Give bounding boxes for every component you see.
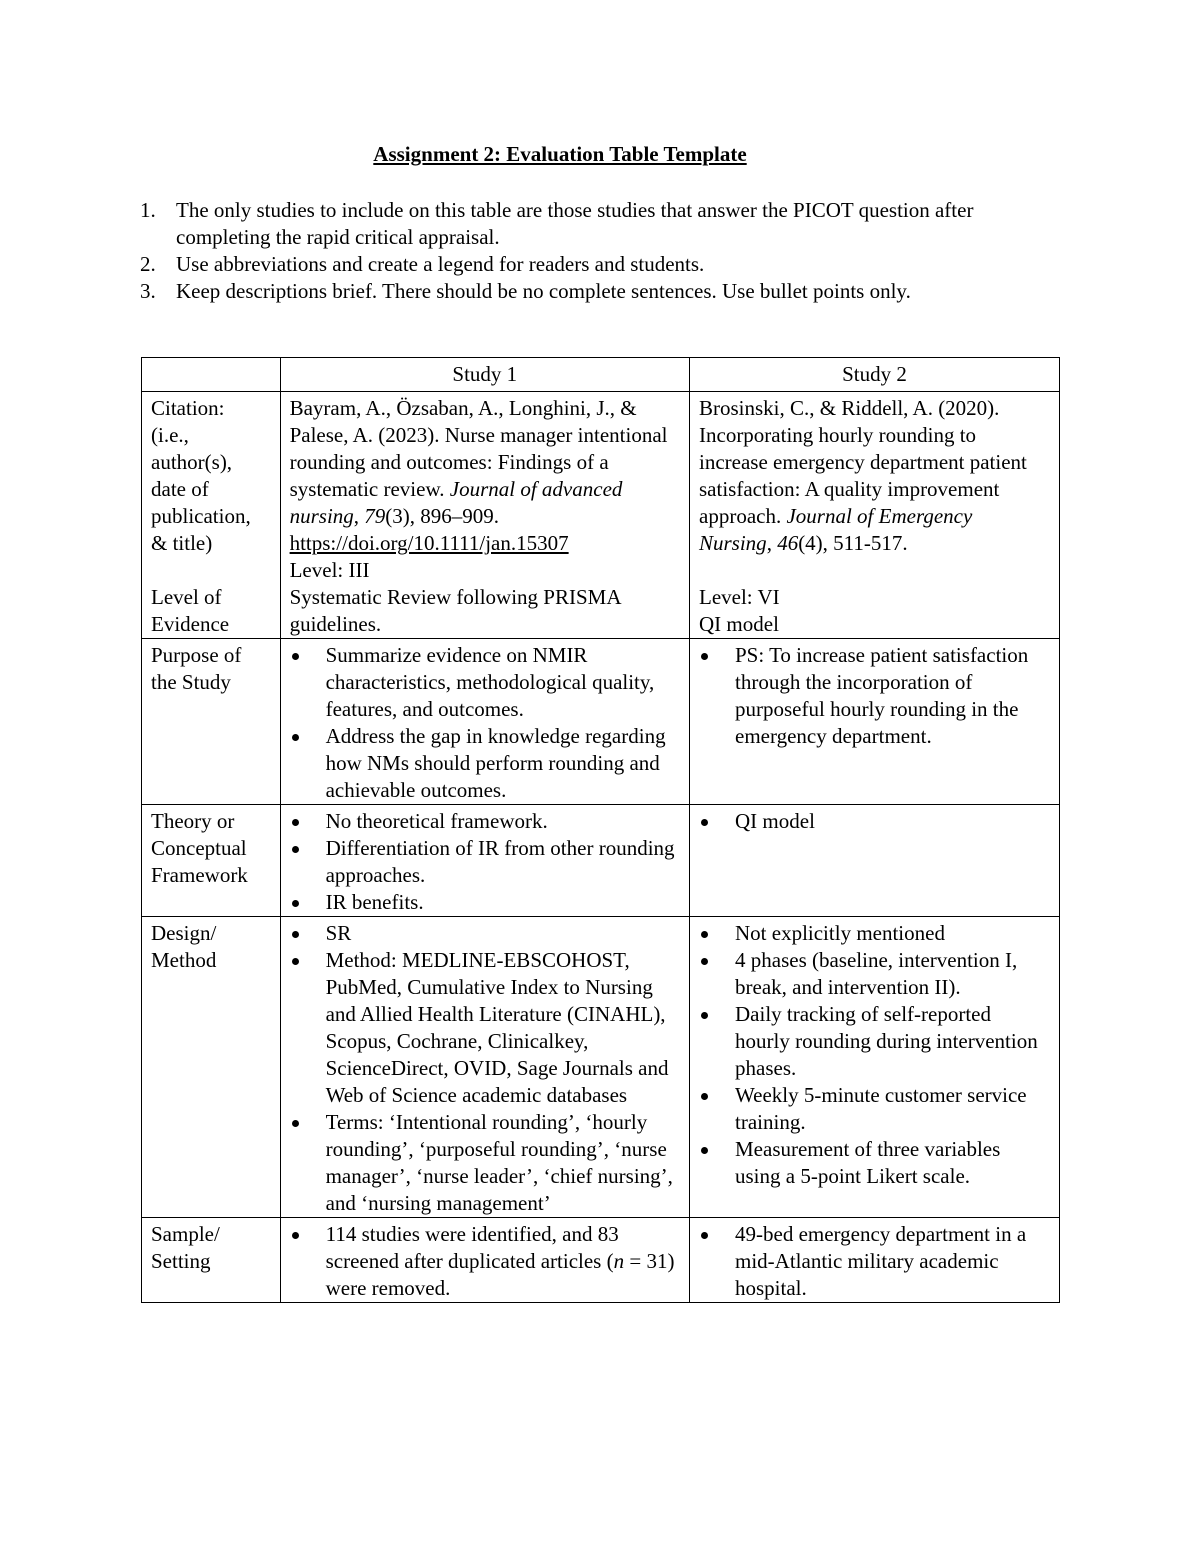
list-item bbox=[290, 1109, 680, 1217]
study2-design-list bbox=[699, 920, 1050, 1190]
list-item bbox=[699, 1001, 1050, 1082]
study2-citation-cell bbox=[690, 392, 1060, 639]
bullet-icon bbox=[701, 1012, 708, 1019]
list-item-text: QI model bbox=[735, 809, 815, 833]
study2-theory-cell bbox=[690, 805, 1060, 917]
header-study-2: Study 2 bbox=[690, 358, 1060, 392]
study1-sample-list bbox=[290, 1221, 680, 1302]
study2-design-cell bbox=[690, 917, 1060, 1218]
list-item-text-pre: 114 studies were identified, and 83 screened after duplicated articles ( bbox=[325, 1222, 619, 1273]
list-item bbox=[290, 1221, 680, 1302]
instruction-item bbox=[140, 278, 1040, 305]
study1-doi-link[interactable]: https://doi.org/10.1111/jan.15307 bbox=[289, 531, 569, 555]
study2-authors: Brosinski, C., & Riddell, A. (2020). Incorporating hourly rounding to increase emergency department patient satisfaction: A quality improvement approach. bbox=[699, 396, 1027, 528]
instruction-item bbox=[140, 197, 1040, 251]
bullet-icon bbox=[701, 1093, 708, 1100]
bullet-icon bbox=[292, 931, 299, 938]
bullet-icon bbox=[292, 819, 299, 826]
list-item-text: Address the gap in knowledge regarding how NMs should perform rounding and achievable outcomes. bbox=[325, 724, 666, 802]
list-item bbox=[290, 920, 680, 947]
study1-design-cell bbox=[280, 917, 689, 1218]
study2-issue-pages: (4), 511-517. bbox=[798, 531, 908, 555]
study1-volume: 79 bbox=[364, 504, 386, 528]
list-item bbox=[290, 835, 680, 889]
study2-journal: Journal of Emergency Nursing bbox=[699, 504, 973, 555]
table-row-design bbox=[142, 917, 1060, 1218]
list-item-text-post: = 31) were removed. bbox=[325, 1249, 675, 1300]
study2-theory-list bbox=[699, 808, 1050, 835]
study1-theory-cell bbox=[280, 805, 689, 917]
study2-sample-list bbox=[699, 1221, 1050, 1302]
list-item-text: Daily tracking of self-reported hourly rounding during intervention phases. bbox=[735, 1002, 1038, 1080]
list-item bbox=[290, 723, 680, 804]
row-label-purpose: Purpose of the Study bbox=[142, 639, 281, 805]
bullet-icon bbox=[701, 653, 708, 660]
study1-level: Level: III bbox=[289, 558, 370, 582]
study1-authors: Bayram, A., Özsaban, A., Longhini, J., & Palese, A. (2023). Nurse manager intentional rounding and outcomes: Findings of a systematic review. bbox=[289, 396, 668, 501]
study1-purpose-cell bbox=[280, 639, 689, 805]
study2-level: Level: VI bbox=[699, 585, 780, 609]
instruction-number: 3. bbox=[140, 279, 156, 303]
instruction-text: The only studies to include on this table are those studies that answer the PICOT question after completing the rapid critical appraisal. bbox=[176, 198, 974, 249]
study2-volume: 46 bbox=[777, 531, 799, 555]
study2-design: QI model bbox=[699, 612, 779, 636]
study1-sep: , bbox=[353, 504, 365, 528]
row-label-design: Design/ Method bbox=[142, 917, 281, 1218]
study2-sep: , bbox=[766, 531, 778, 555]
list-item bbox=[290, 642, 680, 723]
instruction-item bbox=[140, 251, 1040, 278]
list-item bbox=[699, 642, 1050, 750]
bullet-icon bbox=[292, 653, 299, 660]
bullet-icon bbox=[701, 931, 708, 938]
table-row-citation bbox=[142, 392, 1060, 639]
bullet-icon bbox=[292, 958, 299, 965]
bullet-icon bbox=[292, 846, 299, 853]
table-header-row bbox=[142, 358, 1060, 392]
bullet-icon bbox=[701, 819, 708, 826]
page-title: Assignment 2: Evaluation Table Template bbox=[373, 142, 747, 166]
list-item bbox=[699, 1221, 1050, 1302]
study1-theory-list bbox=[290, 808, 680, 916]
list-item bbox=[290, 889, 680, 916]
list-item-text: Method: MEDLINE-EBSCOHOST, PubMed, Cumulative Index to Nursing and Allied Health Literature (CINAHL), Scopus, Cochrane, Clinicalkey, ScienceDirect, OVID, Sage Journals and Web of Science academic databases bbox=[325, 948, 669, 1107]
study1-citation-cell bbox=[280, 392, 689, 639]
study2-purpose-cell bbox=[690, 639, 1060, 805]
instruction-number: 2. bbox=[140, 252, 156, 276]
list-item-text: 49-bed emergency department in a mid-Atlantic military academic hospital. bbox=[735, 1222, 1027, 1300]
bullet-icon bbox=[701, 958, 708, 965]
list-item-text: SR bbox=[325, 921, 352, 945]
row-label-level: Level of Evidence bbox=[151, 585, 230, 636]
list-item bbox=[290, 808, 680, 835]
spacer bbox=[699, 557, 1050, 584]
study1-sample-cell bbox=[280, 1218, 689, 1303]
list-item bbox=[290, 947, 680, 1109]
row-label-citation: Citation: (i.e., author(s), date of publication, & title) bbox=[151, 396, 251, 555]
list-item-text: PS: To increase patient satisfaction through the incorporation of purposeful hourly rounding in the emergency department. bbox=[735, 643, 1029, 748]
row-label-theory: Theory or Conceptual Framework bbox=[142, 805, 281, 917]
bullet-icon bbox=[292, 1232, 299, 1239]
header-empty-cell bbox=[142, 358, 281, 392]
table-row-purpose bbox=[142, 639, 1060, 805]
evaluation-table bbox=[141, 357, 1060, 1303]
list-item bbox=[699, 1082, 1050, 1136]
study1-journal: Journal of advanced nursing bbox=[289, 477, 623, 528]
study2-sample-cell bbox=[690, 1218, 1060, 1303]
instruction-text: Use abbreviations and create a legend for readers and students. bbox=[176, 252, 705, 276]
table-row-theory bbox=[142, 805, 1060, 917]
study1-purpose-list bbox=[290, 642, 680, 804]
list-item-text: Summarize evidence on NMIR characteristics, methodological quality, features, and outcomes. bbox=[325, 643, 655, 721]
list-item bbox=[699, 920, 1050, 947]
instruction-number: 1. bbox=[140, 198, 156, 222]
list-item-text: Measurement of three variables using a 5-point Likert scale. bbox=[735, 1137, 1001, 1188]
bullet-icon bbox=[701, 1232, 708, 1239]
study1-design: Systematic Review following PRISMA guidelines. bbox=[289, 585, 621, 636]
list-item bbox=[699, 947, 1050, 1001]
list-item bbox=[699, 1136, 1050, 1190]
list-item-text: No theoretical framework. bbox=[325, 809, 548, 833]
list-item-text: IR benefits. bbox=[325, 890, 424, 914]
instruction-list bbox=[140, 197, 1040, 305]
bullet-icon bbox=[701, 1147, 708, 1154]
list-item-text: Differentiation of IR from other rounding approaches. bbox=[325, 836, 675, 887]
list-item-n: n bbox=[613, 1249, 625, 1273]
list-item-text: 4 phases (baseline, intervention I, break, and intervention II). bbox=[735, 948, 1018, 999]
row-label-sample: Sample/ Setting bbox=[142, 1218, 281, 1303]
row-label-cell bbox=[142, 392, 281, 639]
study1-issue-pages: (3), 896–909. bbox=[385, 504, 500, 528]
study2-purpose-list bbox=[699, 642, 1050, 750]
table-row-sample bbox=[142, 1218, 1060, 1303]
header-study-1: Study 1 bbox=[280, 358, 689, 392]
bullet-icon bbox=[292, 1120, 299, 1127]
instruction-text: Keep descriptions brief. There should be no complete sentences. Use bullet points only. bbox=[176, 279, 911, 303]
spacer bbox=[151, 557, 271, 584]
list-item-text: Weekly 5-minute customer service training. bbox=[735, 1083, 1027, 1134]
study1-design-list bbox=[290, 920, 680, 1217]
bullet-icon bbox=[292, 900, 299, 907]
list-item-text: Terms: ‘Intentional rounding’, ‘hourly rounding’, ‘purposeful rounding’, ‘nurse manager’, ‘nurse leader’, ‘chief nursing’, and ‘nursing management’ bbox=[325, 1110, 673, 1215]
list-item bbox=[699, 808, 1050, 835]
list-item-text: Not explicitly mentioned bbox=[735, 921, 945, 945]
bullet-icon bbox=[292, 734, 299, 741]
